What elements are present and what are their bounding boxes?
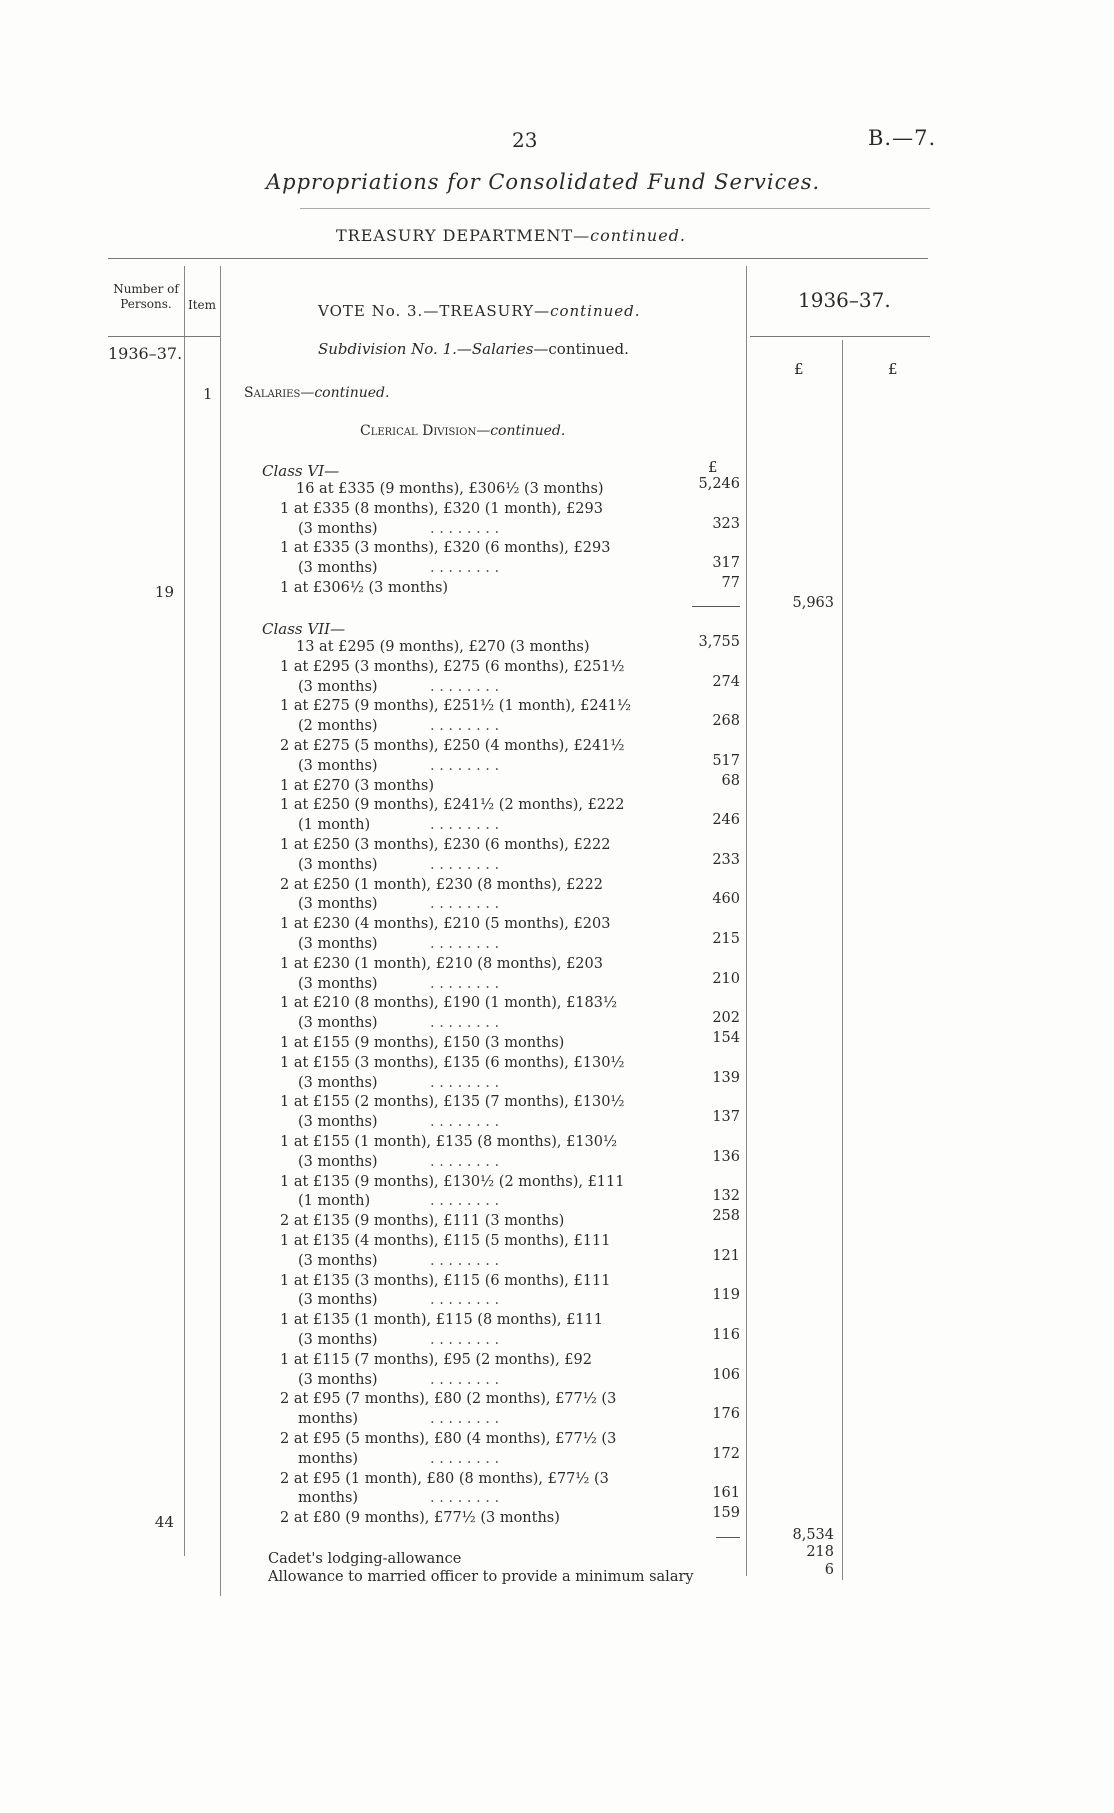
class-vii-row-text-continued: months) (298, 1450, 359, 1467)
class-vi-row-text: 16 at £335 (9 months), £306½ (3 months) (296, 481, 604, 497)
vote-title (318, 302, 641, 320)
class-vii-row-text: 2 at £95 (1 month), £80 (8 months), £77½ (3 (280, 1470, 609, 1487)
class-vii-row-leader: . . . . . . . . (430, 678, 500, 695)
class-vii-row-text: 1 at £250 (9 months), £241½ (2 months), £222 (280, 797, 625, 814)
class-vii-row-amount: 121 (712, 1247, 740, 1264)
class-vii-persons: 44 (154, 1513, 174, 1531)
allowance-amount: 218 (806, 1544, 834, 1560)
class-vi-row-text: 1 at £306½ (3 months) (280, 580, 449, 596)
class-vi-row-text: 1 at £335 (3 months), £320 (6 months), £293 (280, 540, 611, 557)
class-vii-row-leader: . . . . . . . . (430, 817, 500, 834)
class-vii-row-amount: 176 (712, 1406, 740, 1423)
class-vii-row-text: 1 at £275 (9 months), £251½ (1 month), £241½ (280, 698, 632, 715)
class-vii-row-text-continued: (3 months) (298, 1252, 378, 1269)
class-vii-row-text: 1 at £135 (3 months), £115 (6 months), £111 (280, 1272, 611, 1289)
class-vii-row-leader: . . . . . . . . (430, 1371, 500, 1388)
total-column-rule (842, 340, 843, 1580)
class-vii-row-text: 1 at £115 (7 months), £95 (2 months), £92 (280, 1351, 592, 1368)
year-column-header: 1936–37. (798, 288, 891, 312)
amount-column-rule (746, 266, 747, 1576)
class-vii-row-text: 2 at £95 (7 months), £80 (2 months), £77½ (3 (280, 1391, 617, 1408)
class-vii-row-text-continued: (3 months) (298, 1015, 378, 1032)
class-vii-row-text-continued: (3 months) (298, 1114, 378, 1131)
class-vii-row-leader: . . . . . . . . (430, 1193, 500, 1210)
class-vii-row-amount: 139 (712, 1069, 740, 1086)
class-vii-row-amount: 460 (712, 891, 740, 908)
table-top-rule (108, 258, 928, 259)
item-number: 1 (203, 385, 213, 403)
class-vii-row-amount: 172 (712, 1445, 740, 1462)
class-vi-total: 5,963 (792, 595, 834, 611)
class-vii-row-amount: 119 (712, 1287, 740, 1304)
class-vii-row-text-continued: (3 months) (298, 757, 378, 774)
page-title: Appropriations for Consolidated Fund Services. (266, 170, 821, 194)
salaries-label: Salaries (244, 385, 301, 401)
class-vii-row-amount: 161 (712, 1485, 740, 1502)
class-vii-row-text: 1 at £135 (4 months), £115 (5 months), £111 (280, 1233, 611, 1249)
class-vii-row-text-continued: (2 months) (298, 718, 378, 735)
class-vii-row-text-continued: (3 months) (298, 975, 378, 992)
title-rule (300, 208, 930, 209)
allowance-amount: 6 (824, 1562, 834, 1578)
department-name: TREASURY DEPARTMENT (336, 226, 574, 245)
class-vii-row-text: 2 at £95 (5 months), £80 (4 months), £77½ (3 (280, 1431, 617, 1447)
class-vii-row-leader: . . . . . . . . (430, 1411, 500, 1428)
division-suffix: —continued. (476, 423, 566, 439)
class-vii-row-text: 2 at £275 (5 months), £250 (4 months), £241½ (280, 738, 625, 754)
class-vii-row-text-continued: (1 month) (298, 817, 371, 834)
class-vii-row-text: 2 at £250 (1 month), £230 (8 months), £222 (280, 876, 603, 893)
class-vii-row-leader: . . . . . . . . (430, 936, 500, 952)
vote-suffix: —continued. (534, 302, 641, 320)
class-vii-row-leader: . . . . . . . . (430, 1153, 500, 1170)
class-vi-row-amount: 317 (712, 555, 740, 572)
class-vii-row-text: 2 at £135 (9 months), £111 (3 months) (280, 1213, 565, 1230)
persons-column-header: Number of Persons. (113, 282, 179, 311)
class-vii-row-leader: . . . . . . . . (430, 1490, 500, 1507)
class-vii-row-text: 1 at £155 (2 months), £135 (7 months), £130½ (280, 1094, 625, 1111)
class-vii-row-leader: . . . . . . . . (430, 1252, 500, 1269)
document-reference: B.—7. (868, 126, 937, 150)
class-vii-row-leader: . . . . . . . . (430, 975, 500, 992)
class-vii-row-amount: 3,755 (698, 634, 740, 650)
class-vii-row-amount: 274 (712, 673, 740, 690)
persons-year-label: 1936–37. (108, 344, 183, 363)
class-vii-row-amount: 233 (712, 851, 740, 868)
salaries-suffix: —continued. (300, 385, 390, 401)
class-vi-pound-sign: £ (708, 458, 718, 476)
item-column-rule (220, 266, 221, 1596)
class-vii-row-text: 1 at £270 (3 months) (280, 777, 434, 794)
division-heading (360, 423, 565, 439)
class-vii-row-text-continued: (3 months) (298, 856, 378, 873)
class-vii-row-leader: . . . . . . . . (430, 1292, 500, 1309)
class-vi-row-text-continued: (3 months) (298, 560, 378, 577)
class-vii-row-text: 1 at £155 (3 months), £135 (6 months), £130½ (280, 1054, 625, 1071)
class-vii-row-amount: 517 (712, 752, 740, 769)
subdivision-heading (318, 340, 629, 358)
class-vii-row-text: 1 at £210 (8 months), £190 (1 month), £183½ (280, 995, 618, 1012)
class-vii-row-amount: 246 (712, 812, 740, 829)
class-vii-row-leader: . . . . . . . . (430, 856, 500, 873)
class-vii-row-text: 1 at £155 (9 months), £150 (3 months) (280, 1035, 565, 1051)
class-vii-row-text-continued: (1 month) (298, 1193, 371, 1210)
class-vii-row-amount: 106 (712, 1366, 740, 1383)
class-vii-row-leader: . . . . . . . . (430, 1332, 500, 1348)
class-vii-row-amount: 258 (712, 1208, 740, 1225)
vote-name: VOTE No. 3.—TREASURY (318, 302, 535, 320)
class-vi-row-amount: 323 (712, 515, 740, 532)
class-vii-total: 8,534 (792, 1527, 834, 1543)
salaries-heading (244, 385, 389, 401)
class-vii-row-leader: . . . . . . . . (430, 1015, 500, 1032)
class-vii-row-text: 1 at £135 (9 months), £130½ (2 months), £111 (280, 1173, 625, 1190)
class-vii-row-leader: . . . . . . . . (430, 1450, 500, 1467)
class-vii-row-amount: 154 (712, 1030, 740, 1046)
class-vii-row-leader: . . . . . . . . (430, 896, 500, 913)
class-vi-subtotal-rule (692, 606, 740, 607)
class-vii-row-leader: . . . . . . . . (430, 718, 500, 735)
class-vii-row-text-continued: months) (298, 1411, 359, 1428)
pound-sign-total: £ (888, 360, 898, 378)
persons-column-rule (184, 266, 185, 1556)
class-vii-row-leader: . . . . . . . . (430, 757, 500, 774)
class-vii-row-text-continued: (3 months) (298, 1074, 378, 1091)
class-vii-row-text-continued: (3 months) (298, 896, 378, 913)
class-vii-row-amount: 210 (712, 970, 740, 987)
class-vii-row-leader: . . . . . . . . (430, 1074, 500, 1091)
class-vii-row-text-continued: months) (298, 1490, 359, 1507)
class-vii-row-text: 13 at £295 (9 months), £270 (3 months) (296, 639, 590, 655)
class-vii-row-text: 1 at £135 (1 month), £115 (8 months), £111 (280, 1312, 603, 1329)
class-vii-row-text: 1 at £230 (1 month), £210 (8 months), £203 (280, 955, 603, 972)
class-vii-row-amount: 268 (712, 713, 740, 730)
pound-sign-amount: £ (794, 360, 804, 378)
class-vi-row-text-continued: (3 months) (298, 520, 378, 537)
class-vi-row-leader: . . . . . . . . (430, 520, 500, 537)
allowance-label: Allowance to married officer to provide a minimum salary (268, 1569, 694, 1585)
class-vii-label: Class VII— (262, 620, 346, 638)
class-vi-row-amount: 77 (721, 575, 740, 591)
allowance-label: Cadet's lodging-allowance (268, 1551, 462, 1567)
class-vii-row-text-continued: (3 months) (298, 936, 378, 952)
class-vii-row-text-continued: (3 months) (298, 678, 378, 695)
class-vi-row-amount: 5,246 (698, 476, 740, 492)
class-vii-row-text-continued: (3 months) (298, 1292, 378, 1309)
class-vii-row-text-continued: (3 months) (298, 1371, 378, 1388)
class-vii-row-amount: 137 (712, 1109, 740, 1126)
subdivision-name: Subdivision No. 1.—Salaries (318, 340, 534, 358)
class-vii-row-text: 1 at £295 (3 months), £275 (6 months), £251½ (280, 658, 625, 675)
division-label: Clerical Division (360, 423, 477, 439)
year-header-rule (750, 336, 930, 337)
class-vii-row-text: 1 at £230 (4 months), £210 (5 months), £203 (280, 916, 611, 933)
class-vii-row-text: 1 at £250 (3 months), £230 (6 months), £222 (280, 837, 611, 853)
department-suffix: —continued. (573, 226, 686, 245)
class-vi-label: Class VI— (262, 462, 340, 480)
class-vii-row-text: 2 at £80 (9 months), £77½ (3 months) (280, 1510, 560, 1527)
class-vii-row-text: 1 at £155 (1 month), £135 (8 months), £130½ (280, 1134, 618, 1150)
class-vii-row-amount: 159 (712, 1505, 740, 1522)
department-heading (336, 226, 686, 245)
class-vi-persons: 19 (154, 583, 174, 601)
class-vii-subtotal-rule (716, 1537, 740, 1538)
page-number: 23 (512, 128, 538, 152)
class-vii-row-amount: 136 (712, 1148, 740, 1165)
subdivision-suffix: —continued. (533, 340, 629, 358)
class-vii-row-amount: 116 (712, 1327, 740, 1343)
class-vii-row-leader: . . . . . . . . (430, 1114, 500, 1131)
class-vi-row-leader: . . . . . . . . (430, 560, 500, 577)
class-vii-row-amount: 215 (712, 931, 740, 947)
persons-header-rule (108, 336, 220, 337)
class-vii-row-text-continued: (3 months) (298, 1332, 378, 1348)
item-column-header: Item (187, 298, 217, 312)
class-vii-row-amount: 68 (721, 772, 740, 789)
class-vii-row-amount: 132 (712, 1188, 740, 1205)
class-vii-row-text-continued: (3 months) (298, 1153, 378, 1170)
class-vii-row-amount: 202 (712, 1010, 740, 1027)
class-vi-row-text: 1 at £335 (8 months), £320 (1 month), £293 (280, 500, 603, 517)
